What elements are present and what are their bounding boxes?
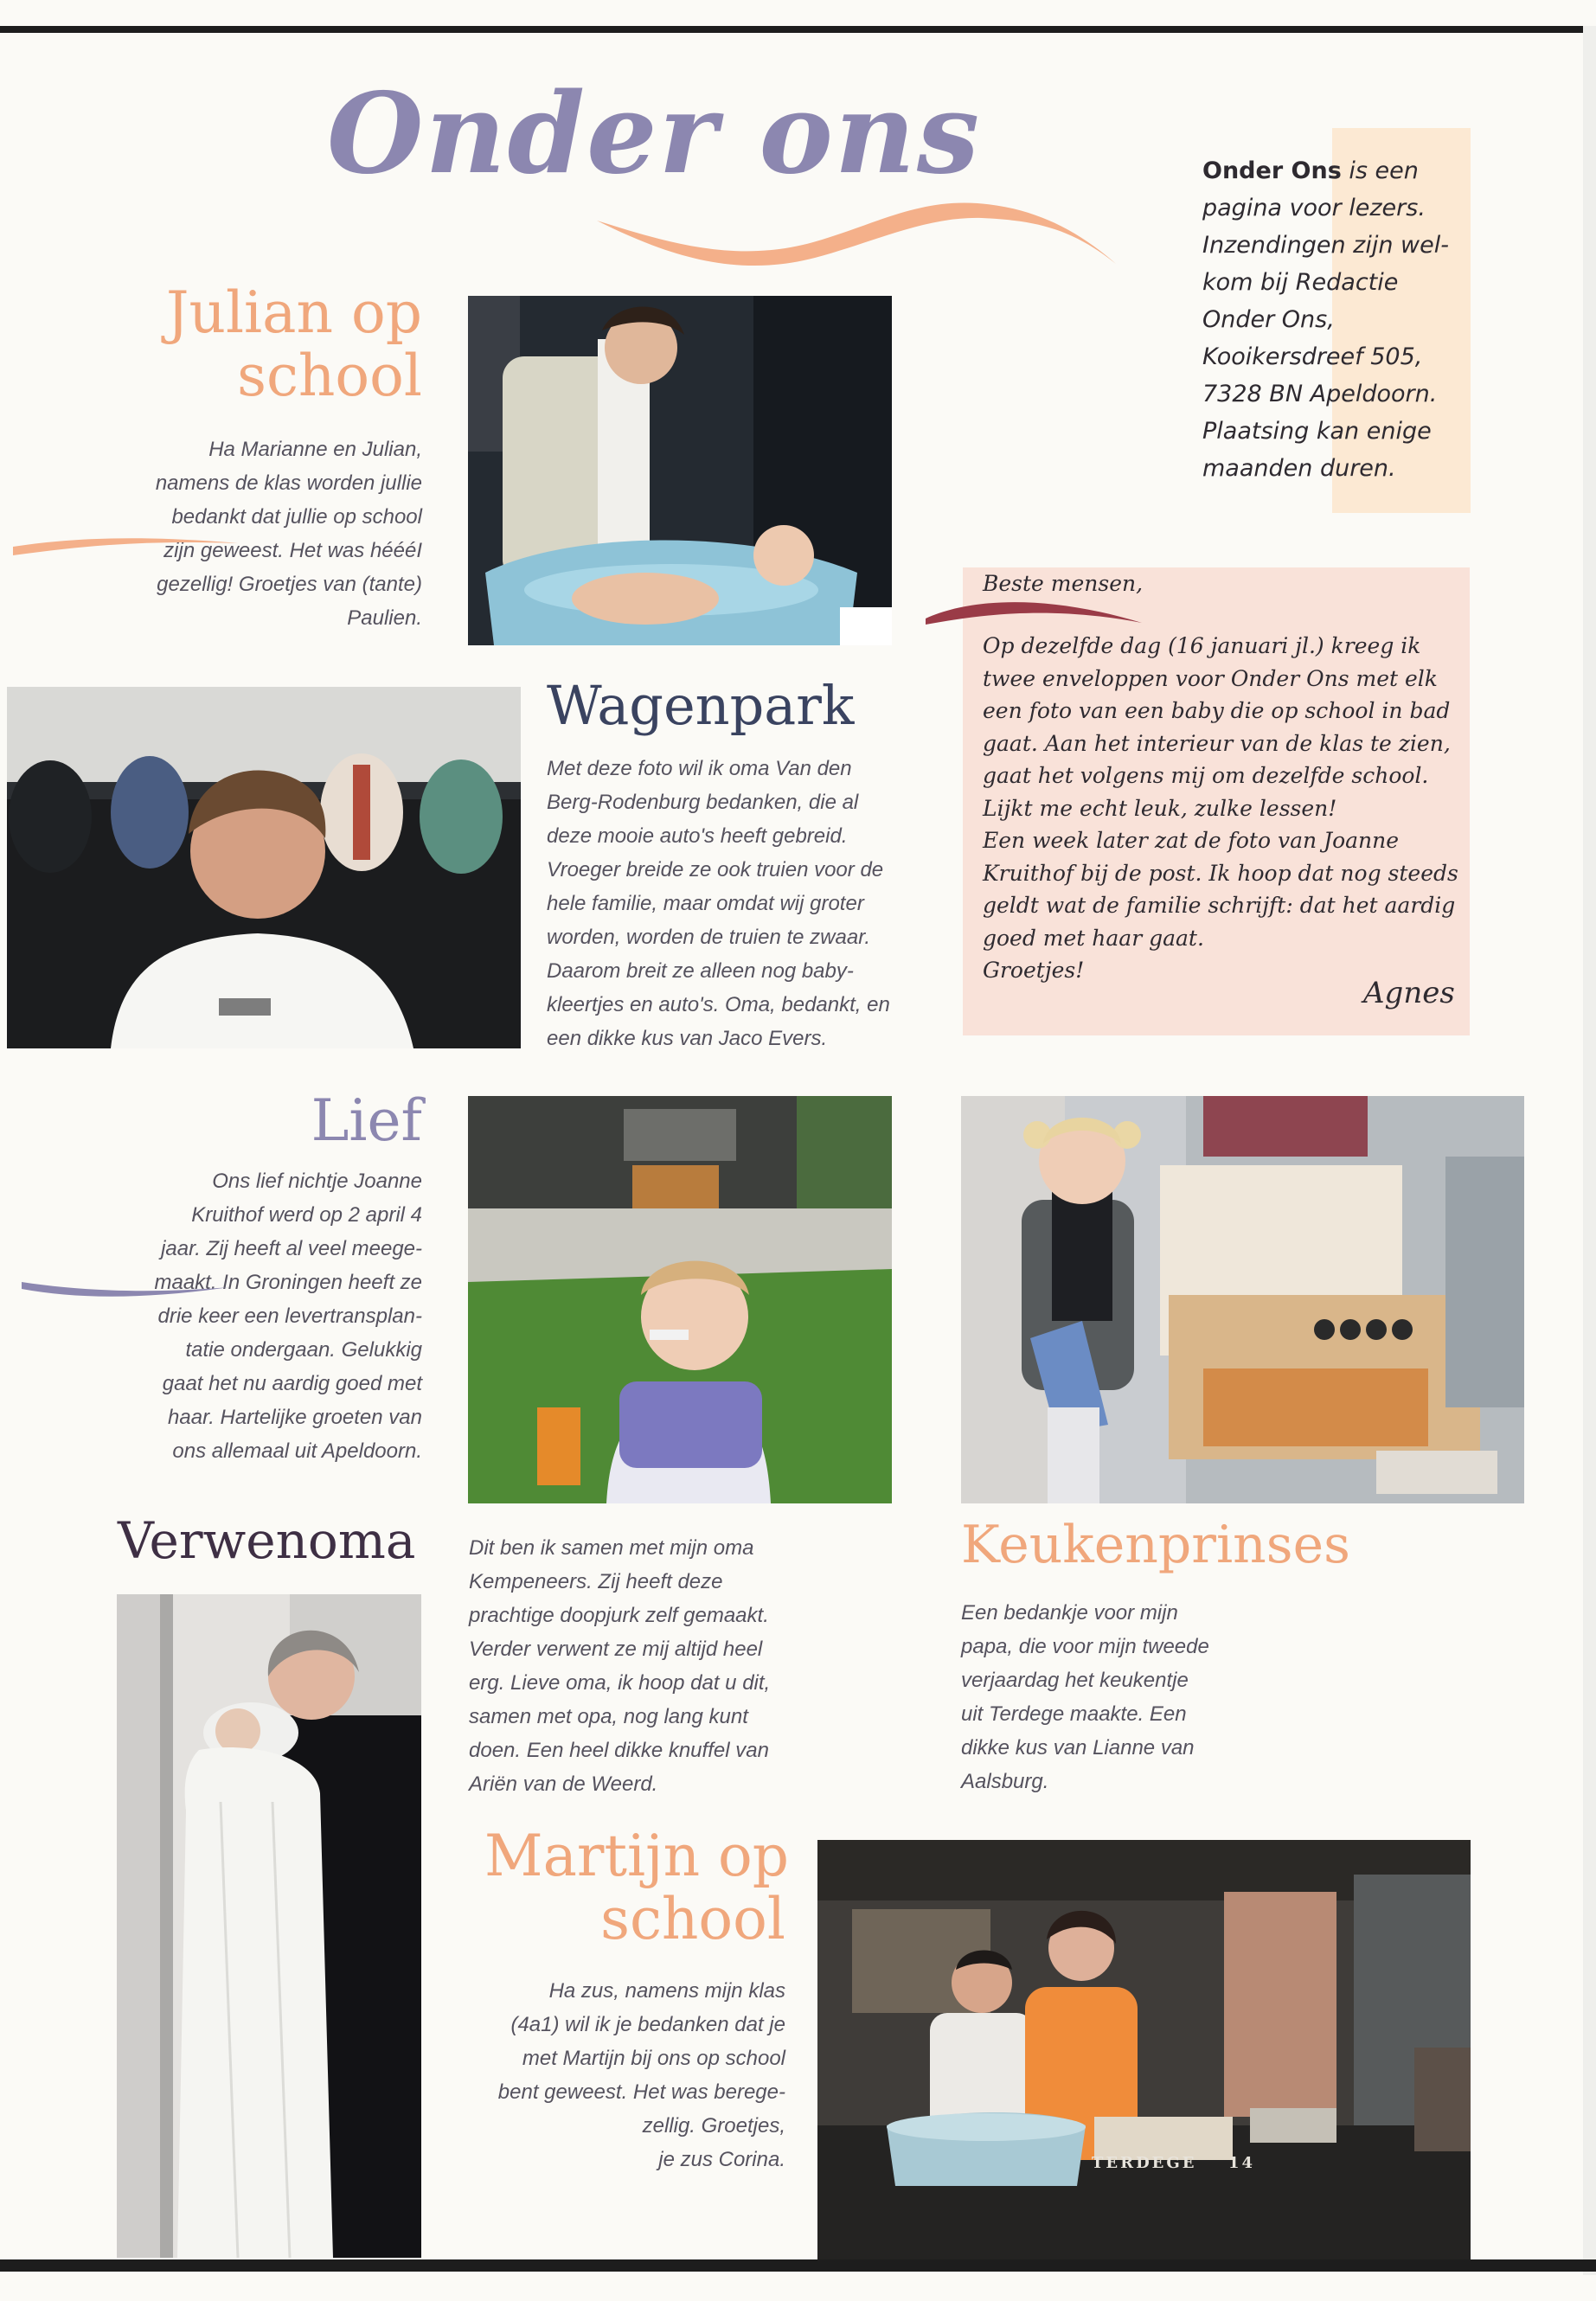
- julian-swoosh: [9, 528, 242, 567]
- lief-text: Ons lief nichtje Joanne Kruithof werd op 2 april 4 jaar. Zij heeft al veel meege- maakt. In Groningen heeft ze drie keer een levertransplan- tatie ondergaan. Gelukkig gaat het nu aardig goed met haar. Hartelijke groeten van ons allemaal uit Apeldoorn.: [154, 1170, 422, 1463]
- title-swoosh: [588, 182, 1125, 277]
- lief-heading: Lief: [311, 1087, 422, 1154]
- letter-text: Op dezelfde dag (16 januari jl.) kreeg ik twee enveloppen voor Onder Ons met elk een foto van een baby die op school in bad gaat. Aan het interieur van de klas te zien, gaat het volgens mij om dezelfde school. Lijkt me echt leuk, zulke lessen! Een week later zat de foto van Joanne Kruithof bij de post. Ik hoop dat nog steeds geldt wat de familie schrijft: dat het aardig goed met haar gaat. Groetjes!: [983, 633, 1458, 983]
- julian-text: Ha Marianne en Julian, namens de klas worden jullie bedankt dat jullie op school zijn geweest. Het was héééI gezellig! Groetjes van (tante) Paulien.: [155, 438, 422, 630]
- verwenoma-heading: Verwenoma: [118, 1511, 416, 1570]
- letter-signature: Agnes: [1363, 976, 1455, 1010]
- info-box-text: Onder Ons is een pagina voor lezers. Inzendingen zijn wel- kom bij Redactie Onder Ons, Kooikersdreef 505, 7328 BN Apeldoorn. Plaatsing kan enige maanden duren.: [1202, 157, 1449, 482]
- photo-grandmother-baby: [117, 1594, 421, 2258]
- keukenprinses-heading: Keukenprinses: [961, 1515, 1350, 1575]
- top-border: [0, 26, 1596, 33]
- photo-classroom-baby-bath: [817, 1840, 1471, 2259]
- photo-girl-play-kitchen: [961, 1096, 1524, 1503]
- martijn-text: Ha zus, namens mijn klas (4a1) wil ik je bedanken dat je met Martijn bij ons op school bent geweest. Het was berege- zellig. Groetjes, je zus Corina.: [497, 1979, 785, 2171]
- verwenoma-text: Dit ben ik samen met mijn oma Kempeneers. Zij heeft deze prachtige doopjurk zelf gemaakt. Verder verwent ze mij altijd heel erg. Lieve oma, ik hoop dat u dit, samen met opa, nog lang kunt doen. Een heel dikke knuffel van Ariën van de Weerd.: [469, 1536, 771, 1796]
- wagenpark-heading: Wagenpark: [547, 674, 855, 737]
- photo-girl-garden: [468, 1096, 892, 1503]
- bottom-border: [0, 2259, 1596, 2272]
- julian-heading: Julian op school: [165, 279, 422, 409]
- info-box-lead: Onder Ons: [1202, 157, 1342, 184]
- page-edge: [1583, 26, 1596, 2275]
- keukenprinses-text: Een bedankje voor mijn papa, die voor mijn tweede verjaardag het keukentje uit Terdege maakte. Een dikke kus van Lianne van Aalsburg.: [961, 1601, 1209, 1793]
- letter-greeting: Beste mensen,: [983, 571, 1144, 596]
- photo-boy-knitted-cars: [7, 687, 521, 1048]
- photo-baby-bath: [468, 296, 892, 645]
- martijn-heading: Martijn op school: [484, 1823, 790, 1952]
- footer-page-number: 14: [1228, 2154, 1256, 2172]
- wagenpark-text: Met deze foto wil ik oma Van den Berg-Rodenburg bedanken, die al deze mooie auto's heeft gebreid. Vroeger breide ze ook truien voor de hele familie, maar omdat wij groter worden, worden de truien te zwaar. Daarom breit ze alleen nog baby- kleertjes en auto's. Oma, bedankt, en een dikke kus van Jaco Evers.: [547, 757, 890, 1050]
- page-title: Onder ons: [327, 69, 981, 199]
- lief-swoosh: [17, 1272, 234, 1306]
- footer-magazine: TERDEGE: [1092, 2154, 1197, 2172]
